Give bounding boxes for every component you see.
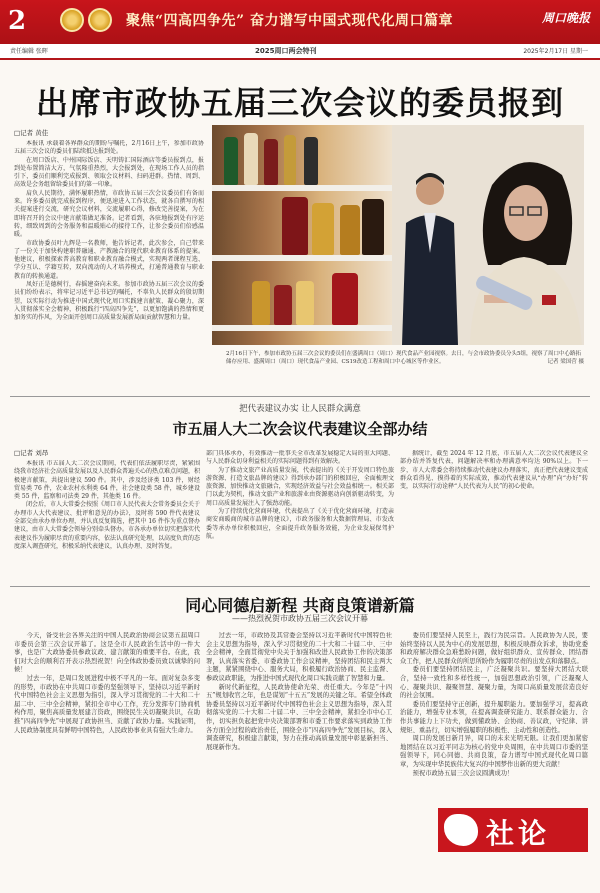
paragraph: 在周口饭店、中州国际饭店、天明铸汇国际酒店等委员报到点，报到处布置简洁大方，气氛隆重热烈，大会报到处，在现场工作人员的指引下，委员们顺利完成报到、领取会议材料、扫码进群。热情、周到、高效是会务组留给委员们的第一印象。 — [14, 156, 204, 189]
editorial-badge — [438, 808, 588, 852]
editorial-col-1 — [14, 632, 200, 882]
paragraph: 预祝市政协五届三次会议圆满成功！ — [412, 769, 514, 777]
editorial-subtitle: ——热烈祝贺市政协五届三次会议开幕 — [232, 614, 368, 623]
editorial-badge-label: 社论 — [486, 817, 551, 850]
page-number: 2 — [8, 6, 27, 36]
paragraph: 过去一年，是周口发展进程中极不平凡的一年。面对复杂多变的形势，市政协在中共周口市委的坚强领导下，坚持以习近平新时代中国特色社会主义思想为指引，深入学习贯彻党的二十大和二十届二中、三中全会精神，紧扣全市中心工作，充分发挥专门协商机构作用，聚焦高质量发展建言资政，围绕民生关切凝聚共识，在助推“四高四争先”中展现了政协担当、贡献了政协力量。实践证明，人民政协制度具有鲜明中国特色，人民政协事业具有强大生命力。 — [14, 674, 200, 734]
second-headline: 市五届人大二次会议代表建议全部办结 — [172, 420, 428, 438]
paragraph: 本报讯 承载着各界群众的期盼与嘱托，2月16日上午，参加市政协五届三次会议的委员们陆续抵达报到处。 — [14, 140, 204, 156]
editorial-headline: 同心同德启新程 共商良策谱新篇 — [185, 596, 415, 615]
paragraph: 委员们要坚持团结民主，广泛凝聚共识。要坚持大团结大联合，坚持一致性和多样性统一，加强思想政治引领，广泛凝聚人心、凝聚共识、凝聚智慧、凝聚力量，为周口高质量发展营造良好的社会氛围。 — [400, 666, 588, 700]
lead-headline: 出席市政协五届三次会议的委员报到 — [35, 84, 564, 122]
lead-photo — [212, 125, 584, 345]
editorial-col-3 — [400, 632, 588, 802]
issue-date: 2025年2月17日 星期一 — [523, 48, 588, 55]
photo-caption — [226, 350, 584, 366]
newspaper-logo: 周口晚报 — [541, 11, 590, 25]
section-divider — [10, 586, 590, 587]
editorial-col-2 — [206, 632, 392, 882]
paragraph: 据统计，截至 2024 年 12 月底，市五届人大二次会议代表建议全部办结并答复代表，问题解决率和办理满意率均达 90%以上。下一步，市人大常委会将持续推动代表建议办理落实，真正把代表建议变成群众看得见、摸得着的实际成效，推动代表建议从“办理”向“办好”转变，以实际行动诠释“人民代表为人民”的初心使命。 — [400, 450, 588, 491]
paragraph: 新时代新征程，人民政协使命光荣、责任重大。今年是“十四五”规划收官之年，也是谋划“十五五”发展的关键之年。希望全体政协委员坚持以习近平新时代中国特色社会主义思想为指导，深入贯彻落实党的二十大和二十届二中、三中全会精神，紧扣全市中心工作，切实担负起把党中央决策部署和市委工作要求落实到政协工作各方面全过程的政治责任，围绕全市“四高四争先”发展目标，深入调查研究，积极建言献策，努力在推动高质量发展中彰显新担当、展现新作为。 — [206, 683, 392, 751]
caption-text: 2月16日下午，参加市政协五届三次会议的委员们在盛满周口（周口）现代食品产业园视察。去日，与会市政协委员分头5组，视察了周口中心路拓储存应用、盛满周口（周口）现代食品产业园、CS19改造工程和周口中心城区等作业区。 — [226, 351, 582, 365]
paragraph: 周口的发展日新月异，周口的未来光明无限。让我们更加紧密地团结在以习近平同志为核心的党中央周围，在中共周口市委的坚强领导下，同心同德、共商良策，奋力谱写中国式现代化周口篇章，为实现中华民族伟大复兴的中国梦作出新的更大贡献！ — [400, 735, 588, 768]
second-byline: □记者 刘昂 — [14, 449, 49, 457]
paragraph: 委员们要坚持守正创新，提升履职能力。要加强学习，提高政治能力，增强专业本领，在提高调查研究能力、联系群众能力、合作共事能力上下功夫，做到懂政协、会协商、善议政，守纪律、讲规矩、重品行，切实增强履职的积极性、主动性和创造性。 — [400, 700, 588, 734]
paragraph: 过去一年，市政协及其常委会坚持以习近平新时代中国特色社会主义思想为指导，深入学习贯彻党的二十大和二十届二中、三中全会精神，全面贯彻党中央关于加强和改进人民政协工作的决策部署，认真落实省委、市委政协工作会议精神，坚持团结和民主两大主题，紧紧围绕中心、服务大局，积极履行政治协商、民主监督、参政议政职能，为推进中国式现代化周口实践贡献了智慧和力量。 — [206, 632, 392, 682]
section-divider — [10, 396, 590, 397]
second-col-2 — [206, 450, 394, 582]
paragraph: 委员们要坚持人民至上，践行为民宗旨。人民政协为人民，要始终坚持以人民为中心的发展思想，积极反映群众诉求，协助党委和政府解决群众急难愁盼问题，做好组织群众、宣传群众、团结群众工作，把人民群众的所思所盼作为履职尽责的出发点和落脚点。 — [400, 632, 588, 665]
delegate-woman-figure — [462, 145, 584, 345]
lead-byline: □记者 黄佳 — [14, 129, 49, 137]
party-emblem-icon — [88, 8, 112, 32]
second-col-3 — [400, 450, 588, 582]
delegate-man-figure — [400, 163, 460, 345]
zhoukou-map-icon — [444, 814, 478, 846]
masthead-banner: 聚焦“四高四争先” 奋力谱写中国式现代化周口篇章 — [126, 13, 453, 29]
paragraph: 本报讯 市五届人大二次会议期间，代表们依法履职尽责，紧紧围绕我市经济社会高质量发展以及人民群众普遍关心的热点难点问题，积极建言献策，共提出建议 590 件。其中，涉及经济类 103 件，财经贸易类 76 件，农业农村水利类 64 件，社会建设类 58 件，城乡建设类 55 件，监察和司法类 29 件，其他类 16 件。 — [14, 460, 200, 501]
special-issue-label: 2025周口两会特刊 — [255, 47, 317, 55]
paragraph: 部门具体承办，有效推动一批事关全市改革发展稳定大局的重大问题、与人民群众切身利益相关的实际问题得到有效解决。 — [206, 450, 394, 466]
second-kicker: 把代表建议办实 让人民群众满意 — [239, 404, 361, 414]
paragraph: 为了推动文旅产业高质量发展，代表提出的《关于开发周口特色旅游资源、打造文旅品牌的建议》得到承办部门的积极回应，全面梳理文旅资源、加快推动文旅融合，实现经济效益与社会效益相统一。相关部门以此为契机，推动文旅产业和旅游业由资源驱动向创新驱动转变，为周口高质量发展注入了强劲动能。 — [206, 466, 394, 507]
paragraph: 肩负人民期待，满怀履职热情，市政协五届三次会议委员们有备而来。许多委员就完成报到程序，便迅速进入工作状态，就各自撰写的相关提案进行交流，研究会议材料，交流履职心得，修改完善提案，为在即将召开的会议中建言献策做足准备。记者看到，各驻地报到处有序运转，细致周到的会务服务和温暖贴心的接待工作，让参会委员们倍感温暖。 — [14, 189, 204, 239]
paragraph: 凤好正是德树行，春摇建奋向未来。参加市政协五届三次会议的委员们纷纷表示，将牢记习近平总书记的嘱托，不辜负人民群众的殷切期望，以实际行动为推进中国式现代化周口实践建言献策、凝心聚力，深入贯彻落实全会精神，积极践行“四高四争先”，以更加饱满的热情和更加务实的作风，为全面开创周口高质量发展新局面贡献智慧和力量。 — [14, 281, 204, 322]
paragraph: 闭会后，市人大常委会按照《周口市人民代表大会常务委员会关于办理市人大代表建议、批评和意见的办法》，及时将 590 件代表建议全部交由承办单位办理，并认真反复筛选，把其中 16 件作为重点督办建议，由市人大常委会领导分别牵头督办。市各承办单位切实把落实代表建议作为履职尽责的重要内容，依法认真研究处理，以高度负责的态度深入调查研究，积极采纳代表建议，认真办理、及时答复。 — [14, 501, 200, 550]
cppcc-emblem-icon — [60, 8, 84, 32]
paragraph: 今天，备受社会各界关注的中国人民政治协商会议第五届周口市委员会第三次会议开幕了。这是全市人民政治生活中的一件大事，也是广大政协委员参政议政、建言献策的重要平台。在此，我们对大会的顺利召开表示热烈祝贺！向全体政协委员致以诚挚的问候！ — [14, 632, 200, 674]
second-col-1 — [14, 460, 200, 582]
lead-body — [14, 140, 204, 380]
editor-credit: 责任编辑 张晖 — [10, 48, 48, 55]
paragraph: 为了持续优化营商环境，代表提出了《关于优化营商环境，打造亲商安商暖商的城市品牌的建议》，市政务服务和大数据管理局、市发改委等承办单位积极回应，全面提升政务服务效能，为企业发展保驾护航。 — [206, 508, 394, 540]
paragraph: 市政协委员叶九辉是一名教师，他告诉记者，此次参会，自己带来了一份关于加快构建职普融通、产教融合的现代职业教育体系的提案。他建议，积极探索普高教育和职业教育融合模式，实现两者课程互选、学分互认、学籍互转，双向流动的人才培养模式，打通普通教育与职业教育的转换通道。 — [14, 239, 204, 280]
masthead-rule — [0, 58, 600, 60]
photo-credit: 记者 梁国营 摄 — [547, 359, 584, 365]
